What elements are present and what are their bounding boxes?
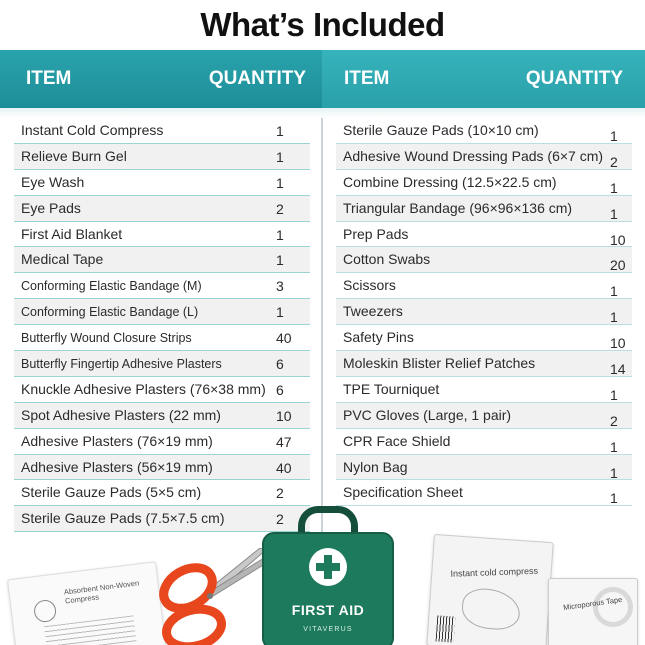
item-name: Nylon Bag [343, 458, 408, 475]
item-name: Prep Pads [343, 225, 409, 242]
item-quantity: 40 [276, 330, 292, 347]
item-quantity: 40 [276, 459, 292, 476]
item-name: Moleskin Blister Relief Patches [343, 355, 536, 372]
item-name: Spot Adhesive Plasters (22 mm) [21, 406, 221, 423]
item-quantity: 1 [276, 174, 284, 191]
left-col-quantity: QUANTITY [208, 68, 306, 89]
table-row [14, 299, 310, 325]
item-quantity: 3 [276, 278, 284, 295]
left-table-header [0, 50, 322, 108]
left-col-item: ITEM [26, 68, 72, 89]
item-quantity: 47 [276, 433, 292, 450]
item-quantity: 1 [610, 128, 618, 144]
item-quantity: 1 [610, 283, 618, 300]
table-row [14, 325, 310, 351]
product-photo-strip [0, 536, 645, 645]
table-row [336, 403, 632, 429]
table-row [14, 170, 310, 196]
item-name: Adhesive Plasters (76×19 mm) [21, 432, 213, 449]
item-quantity: 10 [276, 407, 292, 424]
right-col-item: ITEM [344, 68, 390, 89]
compress-packet-image [7, 561, 167, 645]
table-row [14, 351, 310, 377]
item-name: Conforming Elastic Bandage (M) [21, 279, 202, 294]
table-row [336, 196, 632, 222]
table-row [14, 118, 310, 144]
item-name: Sterile Gauze Pads (7.5×7.5 cm) [21, 510, 225, 527]
table-row [336, 222, 632, 248]
item-quantity: 1 [610, 386, 618, 403]
item-quantity: 1 [610, 179, 618, 196]
item-name: TPE Tourniquet [343, 380, 440, 397]
item-quantity: 1 [610, 205, 618, 222]
item-quantity: 2 [276, 200, 284, 217]
item-name: Safety Pins [343, 329, 414, 346]
table-row [336, 273, 632, 299]
right-col-quantity: QUANTITY [525, 68, 623, 89]
item-name: Medical Tape [21, 251, 104, 268]
table-row [14, 480, 310, 506]
item-name: Knuckle Adhesive Plasters (76×38 mm) [21, 380, 266, 397]
table-row [336, 429, 632, 455]
item-quantity: 1 [610, 438, 618, 455]
tape-packet-image [548, 578, 638, 645]
tape-label: Microporous Tape [562, 594, 623, 613]
table-row [336, 170, 632, 196]
table-row [336, 299, 632, 325]
table-row [336, 325, 632, 351]
table-row [14, 222, 310, 248]
packet-text-lines [44, 615, 137, 645]
item-quantity: 2 [610, 153, 618, 170]
item-name: CPR Face Shield [343, 432, 451, 449]
table-row [14, 247, 310, 273]
pack-illustration [461, 587, 522, 631]
item-name: Eye Pads [21, 199, 81, 216]
table-row [336, 480, 632, 506]
scissor-pivot [207, 593, 213, 599]
item-quantity: 1 [276, 123, 284, 139]
left-item-table [14, 118, 310, 532]
item-name: Cotton Swabs [343, 251, 431, 268]
item-name: Scissors [343, 277, 396, 294]
item-name: Sterile Gauze Pads (10×10 cm) [343, 122, 539, 138]
table-row [14, 455, 310, 481]
header-shadow [0, 108, 645, 118]
item-quantity: 1 [276, 304, 284, 321]
item-name: Conforming Elastic Bandage (L) [21, 305, 199, 320]
item-name: Butterfly Wound Closure Strips [21, 331, 192, 346]
item-name: Butterfly Fingertip Adhesive Plasters [21, 357, 222, 372]
bag-brand: VITAVERUS [303, 626, 353, 633]
item-quantity: 2 [610, 412, 618, 429]
item-quantity: 1 [276, 252, 284, 269]
table-row [336, 144, 632, 170]
barcode-icon [436, 615, 456, 642]
right-item-table [336, 118, 632, 506]
item-quantity: 1 [610, 464, 618, 481]
item-quantity: 2 [276, 511, 284, 528]
page-title: What’s Included [200, 6, 445, 43]
item-quantity: 6 [276, 356, 284, 373]
item-quantity: 1 [276, 226, 284, 243]
item-name: PVC Gloves (Large, 1 pair) [343, 406, 512, 423]
first-aid-bag-image [262, 506, 394, 645]
item-quantity: 1 [610, 490, 618, 507]
item-quantity: 20 [610, 257, 626, 274]
item-name: Instant Cold Compress [21, 122, 164, 138]
table-row [14, 403, 310, 429]
item-quantity: 2 [276, 485, 284, 502]
item-name: Combine Dressing (12.5×22.5 cm) [343, 173, 557, 190]
item-name: Specification Sheet [343, 484, 463, 501]
cold-pack-label: Instant cold compress [450, 565, 539, 579]
table-row [14, 196, 310, 222]
item-name: Tweezers [343, 303, 403, 320]
cold-compress-packet-image [426, 534, 554, 645]
compress-label: Absorbent Non-Woven Compress [63, 578, 140, 606]
table-row [336, 247, 632, 273]
table-row [336, 377, 632, 403]
table-row [336, 351, 632, 377]
item-name: Eye Wash [21, 173, 85, 190]
column-divider [321, 118, 323, 536]
item-name: First Aid Blanket [21, 225, 123, 242]
table-row [336, 455, 632, 481]
item-name: Sterile Gauze Pads (5×5 cm) [21, 484, 202, 501]
item-name: Relieve Burn Gel [21, 147, 127, 164]
item-quantity: 6 [276, 381, 284, 398]
item-quantity: 1 [610, 309, 618, 326]
medical-cross-icon [309, 548, 347, 586]
item-name: Adhesive Plasters (56×19 mm) [21, 458, 213, 475]
brand-logo-icon [33, 599, 58, 624]
bag-label: FIRST AID [291, 602, 365, 618]
right-table-header [322, 50, 645, 108]
table-row [336, 118, 632, 144]
item-quantity: 1 [276, 148, 284, 165]
table-row [14, 377, 310, 403]
item-quantity: 14 [610, 361, 626, 378]
scissors-image [150, 548, 270, 645]
item-name: Adhesive Wound Dressing Pads (6×7 cm) [343, 147, 604, 164]
item-quantity: 10 [610, 231, 626, 248]
item-name: Triangular Bandage (96×96×136 cm) [343, 199, 573, 216]
item-quantity: 10 [610, 335, 626, 352]
table-row [14, 273, 310, 299]
table-row [14, 144, 310, 170]
table-row [14, 429, 310, 455]
